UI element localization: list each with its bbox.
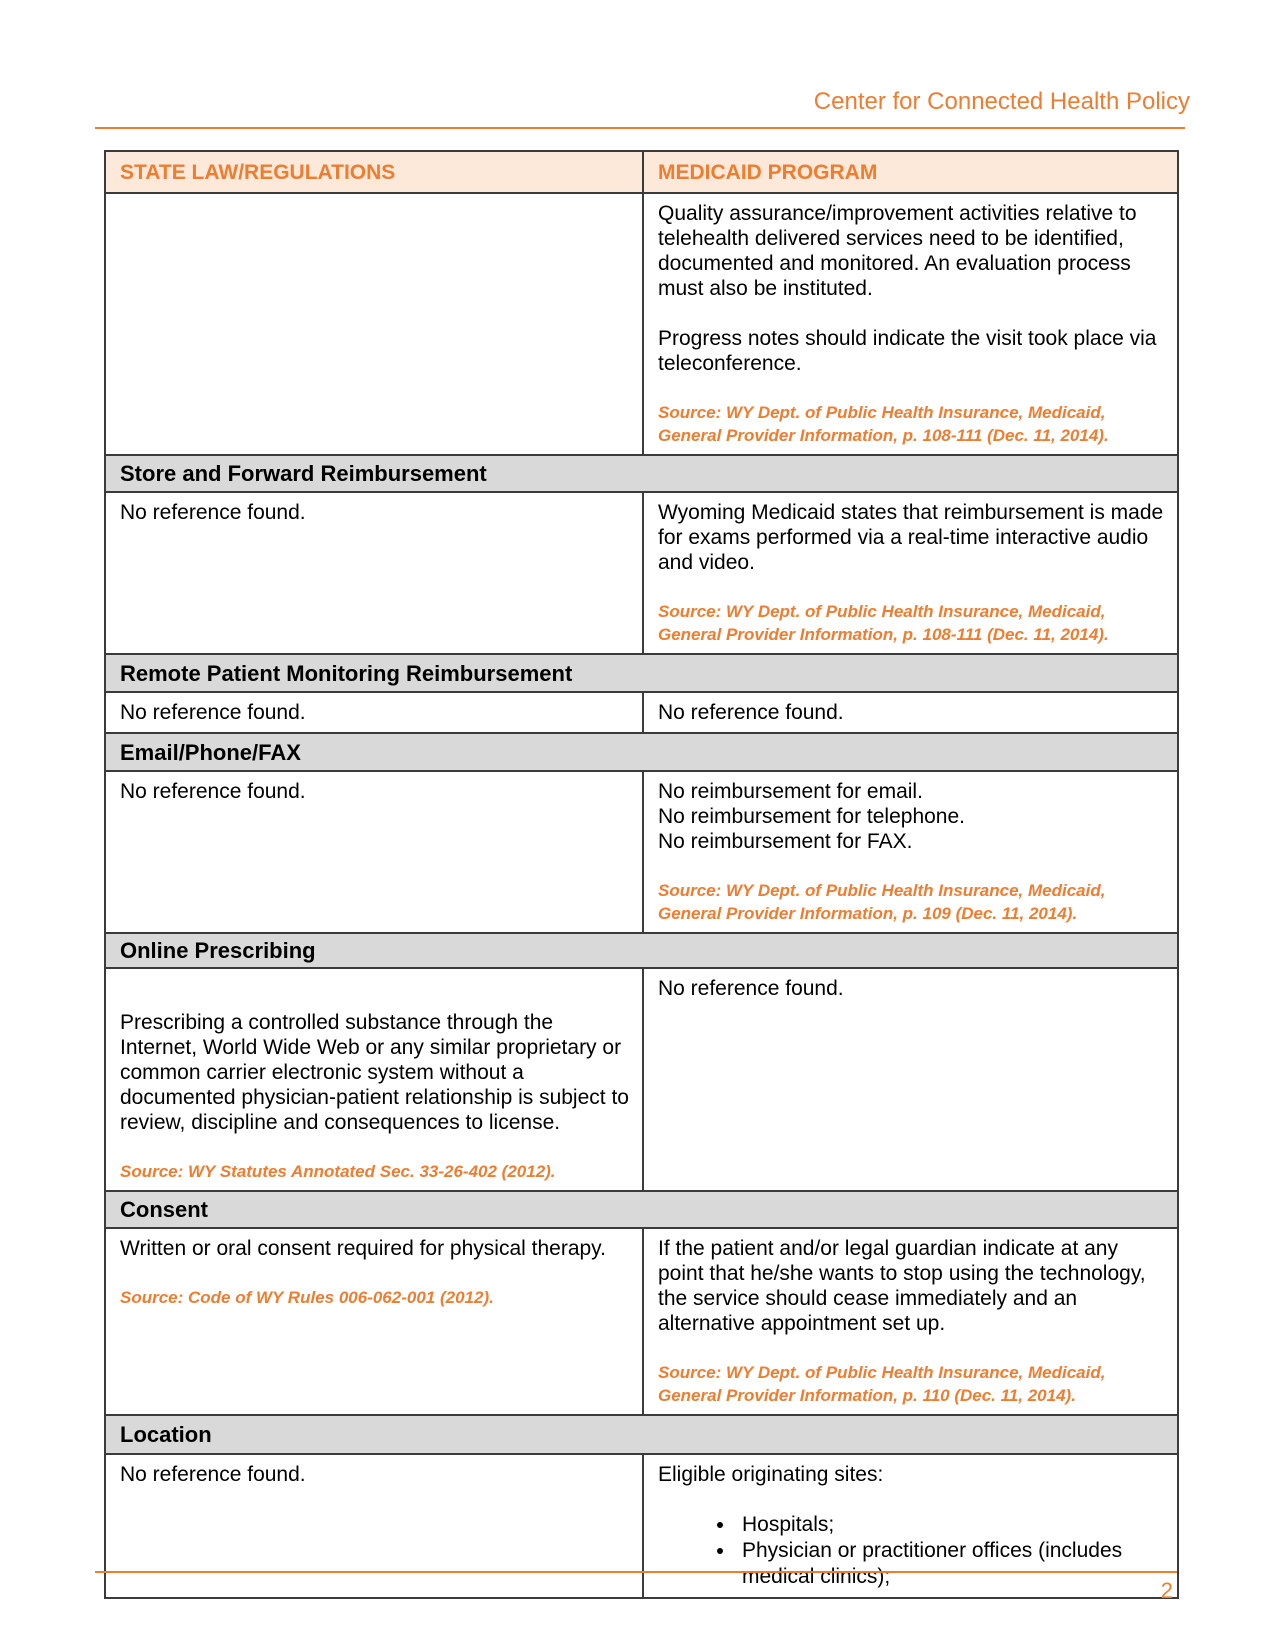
page-header-title: Center for Connected Health Policy xyxy=(813,88,1190,115)
cell-medicaid xyxy=(643,193,1178,455)
source-citation: Source: WY Statutes Annotated Sec. 33-26-402 (2012). xyxy=(120,1162,556,1181)
cell-state-law xyxy=(105,1454,643,1598)
header-rule xyxy=(95,127,1185,129)
cell-medicaid xyxy=(643,492,1178,654)
table-header-row xyxy=(105,151,1178,193)
paragraph: No reference found. xyxy=(120,780,306,803)
paragraph: Written or oral consent required for physical therapy. xyxy=(120,1237,606,1260)
cell-state-law xyxy=(105,1228,643,1415)
paragraph: No reference found. xyxy=(120,501,306,524)
table-row-quality-assurance xyxy=(105,193,1178,455)
paragraph: Eligible originating sites: xyxy=(658,1463,884,1486)
section-row-online-prescribing xyxy=(105,933,1178,968)
section-label: Location xyxy=(105,1415,1178,1454)
source-citation: Source: WY Dept. of Public Health Insurance, Medicaid, General Provider Information, p. 110 (Dec. 11, 2014). xyxy=(658,1363,1106,1405)
section-label: Store and Forward Reimbursement xyxy=(105,455,1178,492)
section-label: Consent xyxy=(105,1191,1178,1228)
cell-medicaid xyxy=(643,692,1178,733)
cell-state-law xyxy=(105,692,643,733)
paragraph: Quality assurance/improvement activities relative to telehealth delivered services need to be identified, documented and monitored. An evaluation process must also be instituted. xyxy=(658,202,1137,300)
cell-state-law xyxy=(105,771,643,933)
cell-medicaid xyxy=(643,1228,1178,1415)
page-number: 2 xyxy=(1160,1578,1173,1603)
source-citation: Source: WY Dept. of Public Health Insurance, Medicaid, General Provider Information, p. 108-111 (Dec. 11, 2014). xyxy=(658,602,1109,644)
section-label: Email/Phone/FAX xyxy=(105,733,1178,771)
cell-state-law-empty xyxy=(105,193,643,455)
section-row-rpm xyxy=(105,654,1178,692)
paragraph: Prescribing a controlled substance through the Internet, World Wide Web or any similar proprietary or common carrier electronic system without a documented physician-patient relationship is subject to review, discipline and consequences to license. xyxy=(120,1011,629,1134)
table-row-rpm xyxy=(105,692,1178,733)
column-header-state-law: STATE LAW/REGULATIONS xyxy=(105,151,643,193)
paragraph: No reference found. xyxy=(658,977,844,1000)
section-row-email xyxy=(105,733,1178,771)
source-citation: Source: WY Dept. of Public Health Insurance, Medicaid, General Provider Information, p. 109 (Dec. 11, 2014). xyxy=(658,881,1106,923)
paragraph: No reimbursement for email. xyxy=(658,780,923,803)
policy-table xyxy=(104,150,1179,1599)
table-row-email xyxy=(105,771,1178,933)
paragraph: No reference found. xyxy=(120,701,306,724)
list-item: • Hospitals; xyxy=(736,1512,1165,1538)
section-label: Online Prescribing xyxy=(105,933,1178,968)
paragraph: No reference found. xyxy=(120,1463,306,1486)
cell-medicaid xyxy=(643,771,1178,933)
footer-rule xyxy=(95,1571,1177,1573)
paragraph: Wyoming Medicaid states that reimbursement is made for exams performed via a real-time interactive audio and video. xyxy=(658,501,1164,574)
section-row-location xyxy=(105,1415,1178,1454)
column-header-medicaid: MEDICAID PROGRAM xyxy=(643,151,1178,193)
source-citation: Source: Code of WY Rules 006-062-001 (2012). xyxy=(120,1288,494,1307)
section-row-consent xyxy=(105,1191,1178,1228)
list-item: • Physician or practitioner offices (includes medical clinics); xyxy=(736,1538,1165,1590)
cell-medicaid xyxy=(643,1454,1178,1598)
section-label: Remote Patient Monitoring Reimbursement xyxy=(105,654,1178,692)
source-citation: Source: WY Dept. of Public Health Insurance, Medicaid, General Provider Information, p. 108-111 (Dec. 11, 2014). xyxy=(658,403,1109,445)
table-row-store-forward xyxy=(105,492,1178,654)
cell-state-law xyxy=(105,968,643,1191)
cell-state-law xyxy=(105,492,643,654)
originating-sites-list xyxy=(658,1512,1165,1590)
paragraph: No reference found. xyxy=(658,701,844,724)
cell-medicaid xyxy=(643,968,1178,1191)
paragraph: Progress notes should indicate the visit took place via teleconference. xyxy=(658,327,1157,375)
table-row-consent xyxy=(105,1228,1178,1415)
table-row-online-prescribing xyxy=(105,968,1178,1191)
paragraph: No reimbursement for FAX. xyxy=(658,830,913,853)
paragraph: If the patient and/or legal guardian indicate at any point that he/she wants to stop using the technology, the service should cease immediately and an alternative appointment set up. xyxy=(658,1237,1146,1335)
section-row-store-forward xyxy=(105,455,1178,492)
table-row-location xyxy=(105,1454,1178,1598)
paragraph: No reimbursement for telephone. xyxy=(658,805,965,828)
